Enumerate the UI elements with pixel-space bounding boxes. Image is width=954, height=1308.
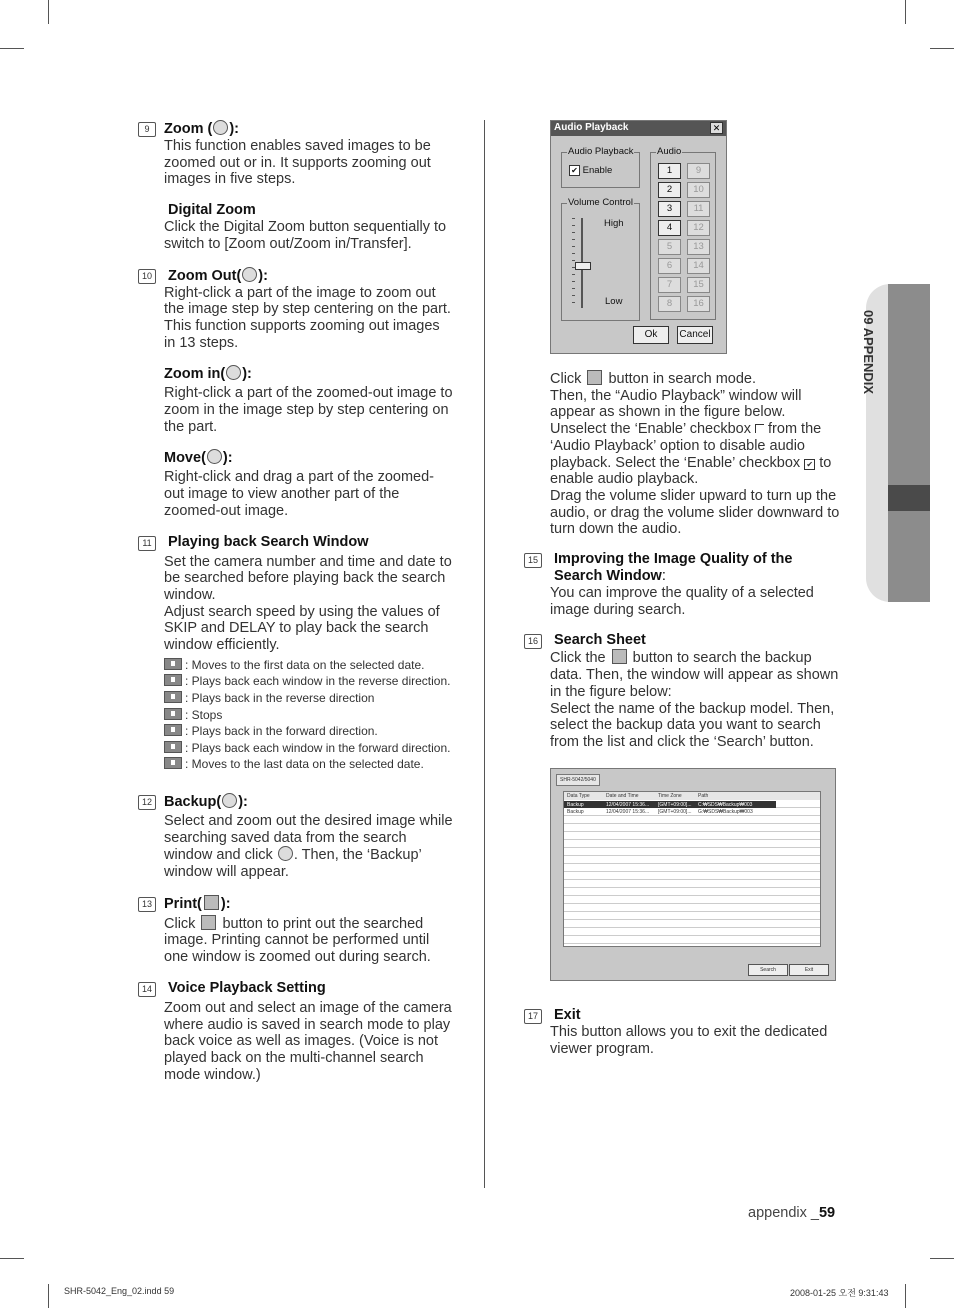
move-hand-icon (207, 449, 222, 464)
backup-list (563, 791, 821, 947)
audio-channel-button[interactable]: 2 (658, 182, 681, 198)
volume-slider-thumb[interactable] (575, 262, 591, 270)
zoom-in-description: Right-click a part of the zoomed-out image to zoom in the image step by step centering on the part. (164, 385, 453, 435)
audio-channel-button[interactable]: 13 (687, 239, 710, 255)
crop-mark (905, 0, 906, 24)
audio-channel-button[interactable]: 16 (687, 296, 710, 312)
column-divider (484, 120, 485, 1188)
forward-play-icon (164, 724, 182, 736)
checked-box-icon: ✔ (804, 459, 815, 470)
step-forward-icon (164, 741, 182, 753)
audio-channel-group: Audio 1 9 2 10 3 11 4 12 5 13 6 14 7 15 8 16 (650, 152, 716, 320)
digital-zoom-heading: Digital Zoom (168, 202, 256, 219)
audio-playback-group: Audio Playback ✔ Enable (561, 152, 640, 188)
voice-description: Zoom out and select an image of the camera where audio is saved in search mode to play back voice as well as images. (Voice is not played back on the multi-channel search mode window.) (164, 999, 452, 1083)
print-slug-right: 2008-01-25 오전 9:31:43 (790, 1288, 889, 1298)
playback-description: Set the camera number and time and date to be searched before playing back the search window. (164, 553, 452, 603)
backup-icon (278, 846, 293, 861)
digital-zoom-description: Click the Digital Zoom button sequentially to switch to [Zoom out/Zoom in/Transfer]. (164, 219, 447, 252)
chapter-tab-band (888, 284, 930, 602)
section-number: 14 (138, 982, 156, 997)
audio-channel-button[interactable]: 3 (658, 201, 681, 217)
playback-heading: Playing back Search Window (168, 533, 369, 550)
audio-channel-button[interactable]: 9 (687, 163, 710, 179)
section-number: 9 (138, 122, 156, 137)
zoom-icon (213, 120, 228, 135)
crop-mark (905, 1284, 906, 1308)
search-sheet-heading: Search Sheet (554, 632, 646, 649)
chapter-tab-marker (888, 485, 930, 511)
audio-channel-button[interactable]: 12 (687, 220, 710, 236)
section-zoom: 9 Zoom ( ): This function enables saved images to be zoomed out or in. It supports zooming out images in five steps. Digital Zoom Click the Digital Zoom button sequentially to switch to [Zoom out/Zoom in/Transfer]. (164, 120, 454, 253)
control-step-forward: : Plays back each window in the forward direction. (164, 740, 454, 757)
section-print: 13 Print( ): Click button to print out the searched image. Printing cannot be performed until one window is zoomed out during search. (164, 895, 454, 966)
control-first: : Moves to the first data on the selected date. (164, 657, 454, 674)
close-icon[interactable]: ✕ (710, 122, 723, 134)
exit-description: This button allows you to exit the dedicated viewer program. (550, 1024, 828, 1057)
zoom-out-icon (242, 267, 257, 282)
backup-list-header: Data Type Date and Time Time Zone Path (564, 792, 820, 800)
right-column-exit (527, 1007, 840, 1071)
chapter-tab-label: 09 APPENDIX (861, 310, 876, 395)
audio-channel-button[interactable]: 4 (658, 220, 681, 236)
voice-heading: Voice Playback Setting (168, 979, 326, 996)
section-number: 11 (138, 536, 156, 551)
zoom-description: This function enables saved images to be zoomed out or in. It supports zooming out images in five steps. (164, 138, 431, 188)
table-row[interactable]: Backup 12/04/2007 15:36... [GMT+09:00]... C:₩SDS₩Backup₩003 (564, 801, 776, 808)
backup-icon (222, 793, 237, 808)
page-number: appendix _59 (748, 1205, 836, 1221)
crop-mark (0, 1258, 24, 1259)
crop-mark (48, 1284, 49, 1308)
section-search-sheet (527, 632, 840, 750)
section-number: 16 (524, 634, 542, 649)
control-step-reverse: : Plays back each window in the reverse direction. (164, 673, 454, 690)
unchecked-box-icon (755, 424, 764, 433)
search-button[interactable]: Search (748, 964, 788, 976)
step-reverse-icon (164, 674, 182, 686)
print-icon (201, 915, 216, 930)
audio-playback-dialog (550, 120, 727, 354)
first-data-icon (164, 658, 182, 670)
audio-channel-button[interactable]: 11 (687, 201, 710, 217)
search-sheet-icon (612, 649, 627, 664)
move-description: Right-click and drag a part of the zoomed-out image to view another part of the zoomed-out image. (164, 469, 434, 519)
check-icon: ✔ (569, 165, 580, 176)
section-number: 10 (138, 269, 156, 284)
section-playback (142, 533, 454, 773)
audio-channel-button[interactable]: 10 (687, 182, 710, 198)
section-improve: 15 Improving the Image Quality of the Search Window: You can improve the quality of a selected image during search. (550, 551, 840, 618)
backup-description: Select and zoom out the desired image while searching saved data from the search window and click . Then, the ‘Backup’ window will appear. (164, 812, 453, 881)
audio-channel-button[interactable]: 1 (658, 163, 681, 179)
print-icon (204, 895, 219, 910)
crop-mark (48, 0, 49, 24)
crop-mark (930, 1258, 954, 1259)
stop-icon (164, 708, 182, 720)
search-sheet-window (550, 768, 836, 981)
print-slug-left: SHR-5042_Eng_02.indd 59 (64, 1286, 175, 1296)
section-number: 13 (138, 897, 156, 912)
control-reverse: : Plays back in the reverse direction (164, 690, 454, 707)
reverse-play-icon (164, 691, 182, 703)
audio-channel-button[interactable]: 14 (687, 258, 710, 274)
control-stop: : Stops (164, 707, 454, 724)
control-last: : Moves to the last data on the selected date. (164, 756, 454, 773)
control-forward: : Plays back in the forward direction. (164, 723, 454, 740)
section-zoom-out: 10 Zoom Out( ): Right-click a part of the image to zoom out the image step by step centering on the part. This function supports zooming out images in 13 steps. Zoom in( ): Right-click a part of the zoomed-out image to zoom in the image step by step centering on the part. Move( ): Right-click and drag a part of the zoomed-out image to view another part of the zoomed-out image. (164, 267, 454, 520)
cancel-button[interactable]: Cancel (677, 326, 713, 344)
audio-channel-button[interactable]: 8 (658, 296, 681, 312)
zoom-in-icon (226, 365, 241, 380)
improve-description: You can improve the quality of a selected image during search. (550, 585, 814, 618)
section-backup: 12 Backup( ): Select and zoom out the desired image while searching saved data from the search window and click . Then, the ‘Backup’ window will appear. (164, 793, 454, 881)
model-tab[interactable]: SHR-5042/5040 (556, 774, 600, 786)
playback-description-2: Adjust search speed by using the values of SKIP and DELAY to play back the search window efficiently. (164, 603, 440, 654)
ok-button[interactable]: Ok (633, 326, 669, 344)
audio-channel-button[interactable]: 15 (687, 277, 710, 293)
audio-button-icon (587, 370, 602, 385)
audio-channel-button[interactable]: 7 (658, 277, 681, 293)
crop-mark (0, 48, 24, 49)
zoom-out-description: Right-click a part of the image to zoom out the image step by step centering on the part. This function supports zooming out images in 13 steps. (164, 284, 451, 351)
section-exit (527, 1007, 840, 1057)
search-sheet-description: Click the button to search the backup data. Then, the window will appear as shown in the figure below: Select the name of the backup model. Then, select the backup data you want to search from the list and click the ‘Search’ button. (550, 650, 839, 750)
left-column (141, 120, 454, 1097)
table-row[interactable]: Backup 12/04/2007 15:36... [GMT+09:00]... G:₩SDS₩Backup₩003 (567, 809, 753, 815)
dialog-title-bar: Audio Playback ✕ (551, 121, 726, 136)
audio-channel-button[interactable]: 5 (658, 239, 681, 255)
audio-instructions: Click button in search mode. Then, the “Audio Playback” window will appear as shown in the figure below. Unselect the ‘Enable’ checkbox from the ‘Audio Playback’ option to disable audio playback. Select the ‘Enable’ checkbox ✔ to enable audio playback. Drag the volume slider upward to turn up the audio, or drag the volume slider downward to turn down the audio. (550, 371, 840, 538)
volume-control-group: Volume Control High Low (561, 203, 640, 321)
exit-heading: Exit (554, 1007, 581, 1023)
section-number: 12 (138, 795, 156, 810)
print-description: Click button to print out the searched image. Printing cannot be performed until one window is zoomed out during search. (164, 915, 431, 966)
section-voice (141, 979, 454, 1084)
audio-channel-button[interactable]: 6 (658, 258, 681, 274)
right-column-sections (527, 551, 840, 765)
last-data-icon (164, 757, 182, 769)
right-column-audio (550, 370, 840, 538)
section-number: 17 (524, 1009, 542, 1024)
section-number: 15 (524, 553, 542, 568)
crop-mark (930, 48, 954, 49)
enable-checkbox[interactable]: ✔ Enable (569, 165, 612, 176)
exit-button[interactable]: Exit (789, 964, 829, 976)
